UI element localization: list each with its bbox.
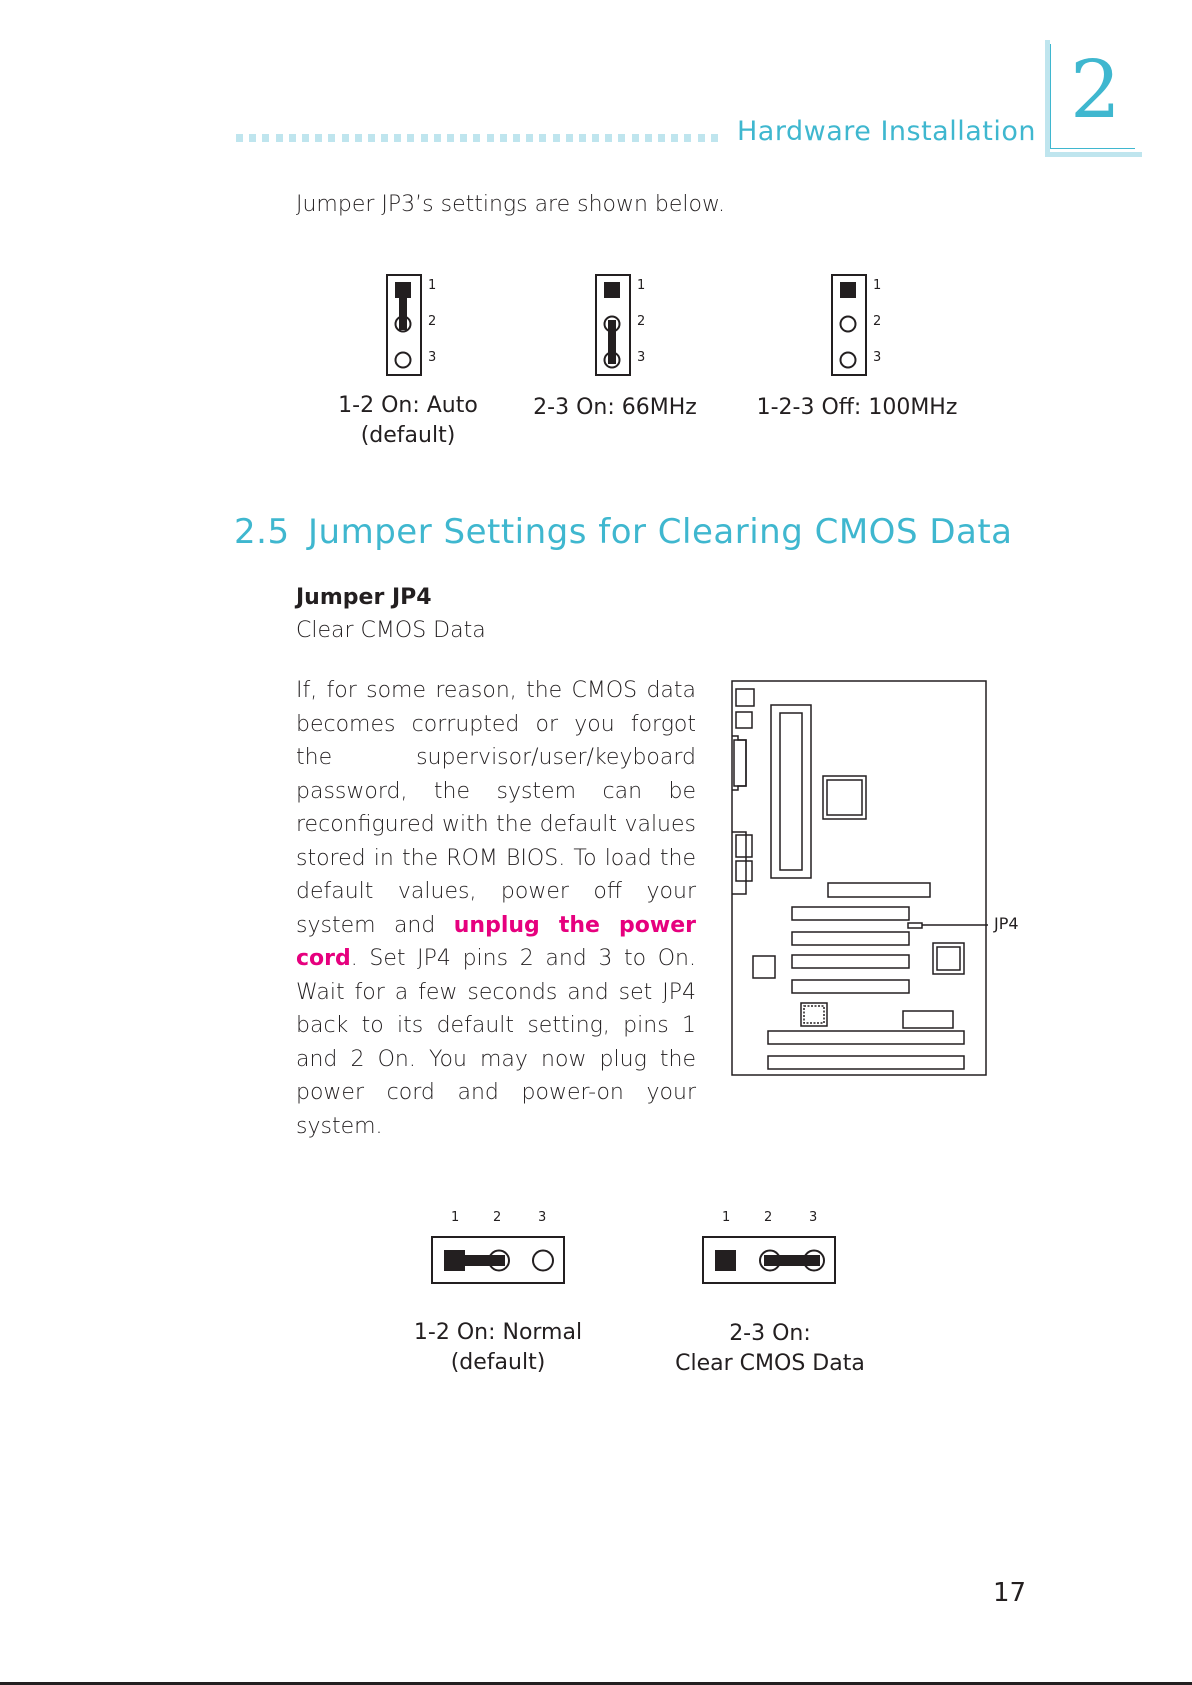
jp3-caption-3 xyxy=(742,393,972,423)
jp4-d1-pin-2: 2 xyxy=(493,1210,502,1225)
header-dot xyxy=(698,134,705,142)
jp3-diagram-2 xyxy=(595,274,649,376)
header-dot xyxy=(592,134,599,142)
jp3-caption-1-label: 1-2 On: Auto xyxy=(338,393,478,418)
header-dot xyxy=(671,134,678,142)
header-dot xyxy=(579,134,586,142)
jp4-diagram-1 xyxy=(431,1210,569,1286)
page-number: 17 xyxy=(993,1578,1027,1608)
jp3-d2-pin-1: 1 xyxy=(637,278,646,293)
header-dot xyxy=(262,134,269,142)
header-dot xyxy=(328,134,335,142)
jp4-jumper-2-3-icon xyxy=(702,1236,840,1286)
jp4-heading: Jumper JP4 xyxy=(296,585,432,610)
jp4-caption-1-label: 1-2 On: Normal xyxy=(413,1320,583,1345)
header-dot xyxy=(526,134,533,142)
jp4-jumper-1-2-icon xyxy=(431,1236,569,1286)
header-dot xyxy=(394,134,401,142)
jp3-caption-3-label: 1-2-3 Off: 100MHz xyxy=(756,395,958,420)
jp4-caption-2-note: Clear CMOS Data xyxy=(675,1351,865,1376)
header-dot xyxy=(658,134,665,142)
jp3-caption-2 xyxy=(520,393,710,423)
header-dot xyxy=(553,134,560,142)
jp4-caption-2 xyxy=(660,1319,880,1379)
header-dot xyxy=(368,134,375,142)
jp4-paragraph-after: . Set JP4 pins 2 and 3 to On. Wait for a few seconds and set JP4 back to its default setting, pins 1 and 2 On. You may now plug the power cord and power-on your system. xyxy=(296,946,696,1139)
header-dot xyxy=(632,134,639,142)
board-jp4-label: JP4 xyxy=(994,914,1019,933)
header-dot xyxy=(460,134,467,142)
header-dot xyxy=(473,134,480,142)
jp4-d2-pin-3: 3 xyxy=(809,1210,818,1225)
jp4-caption-1 xyxy=(398,1318,598,1378)
header-dot xyxy=(605,134,612,142)
header-dot xyxy=(421,134,428,142)
header-dot xyxy=(381,134,388,142)
header-section-title: Hardware Installation xyxy=(737,116,1036,147)
header-dot xyxy=(434,134,441,142)
header-dot xyxy=(500,134,507,142)
jp4-subheading: Clear CMOS Data xyxy=(296,618,486,643)
jp3-caption-2-label: 2-3 On: 66MHz xyxy=(533,395,697,420)
header-dot xyxy=(447,134,454,142)
motherboard-layout-icon xyxy=(728,678,1058,1078)
header-dot-rule xyxy=(236,134,726,144)
jp3-caption-1-note: (default) xyxy=(360,423,456,448)
header-dot xyxy=(711,134,718,142)
jp3-diagram-1 xyxy=(386,274,440,376)
jp3-intro-text: Jumper JP3’s settings are shown below. xyxy=(296,192,725,217)
motherboard-diagram xyxy=(728,678,1058,1078)
jp3-d3-pin-3: 3 xyxy=(873,350,882,365)
header-dot xyxy=(315,134,322,142)
header-dot xyxy=(618,134,625,142)
jp4-paragraph xyxy=(296,674,696,1143)
jp4-d2-pin-2: 2 xyxy=(764,1210,773,1225)
header-dot xyxy=(645,134,652,142)
jp4-diagram-2 xyxy=(702,1210,840,1286)
jp3-d1-pin-2: 2 xyxy=(428,314,437,329)
section-number: 2.5 xyxy=(234,512,290,552)
jp3-diagram-3 xyxy=(831,274,885,376)
jp4-d1-pin-3: 3 xyxy=(538,1210,547,1225)
section-heading xyxy=(234,512,1013,552)
header-dot xyxy=(289,134,296,142)
jp3-caption-1 xyxy=(318,391,498,451)
header-dot xyxy=(249,134,256,142)
jp3-d3-pin-1: 1 xyxy=(873,278,882,293)
header-dot xyxy=(513,134,520,142)
header-dot xyxy=(539,134,546,142)
jp3-d2-pin-3: 3 xyxy=(637,350,646,365)
jp3-d1-pin-3: 3 xyxy=(428,350,437,365)
chapter-number: 2 xyxy=(1070,43,1121,136)
jp4-paragraph-before: If, for some reason, the CMOS data becomes corrupted or you forgot the supervisor/user/keyboard password, the system can be reconfigured with the default values stored in the ROM BIOS. To load the default values, power off your system and xyxy=(296,678,696,938)
jp3-d1-pin-1: 1 xyxy=(428,278,437,293)
jp3-d2-pin-2: 2 xyxy=(637,314,646,329)
jp4-paragraph-highlight: unplug the power cord xyxy=(296,912,696,971)
header-dot xyxy=(276,134,283,142)
header-dot xyxy=(236,134,243,142)
section-title: Jumper Settings for Clearing CMOS Data xyxy=(308,512,1013,552)
jp4-caption-2-label: 2-3 On: xyxy=(729,1321,811,1346)
jp4-d2-pin-1: 1 xyxy=(722,1210,731,1225)
header-dot xyxy=(302,134,309,142)
jp4-d1-pin-1: 1 xyxy=(451,1210,460,1225)
header-dot xyxy=(487,134,494,142)
header-dot xyxy=(355,134,362,142)
header-dot xyxy=(407,134,414,142)
jp3-d3-pin-2: 2 xyxy=(873,314,882,329)
header-dot xyxy=(684,134,691,142)
header-dot xyxy=(566,134,573,142)
jp4-caption-1-note: (default) xyxy=(450,1350,546,1375)
header-dot xyxy=(342,134,349,142)
